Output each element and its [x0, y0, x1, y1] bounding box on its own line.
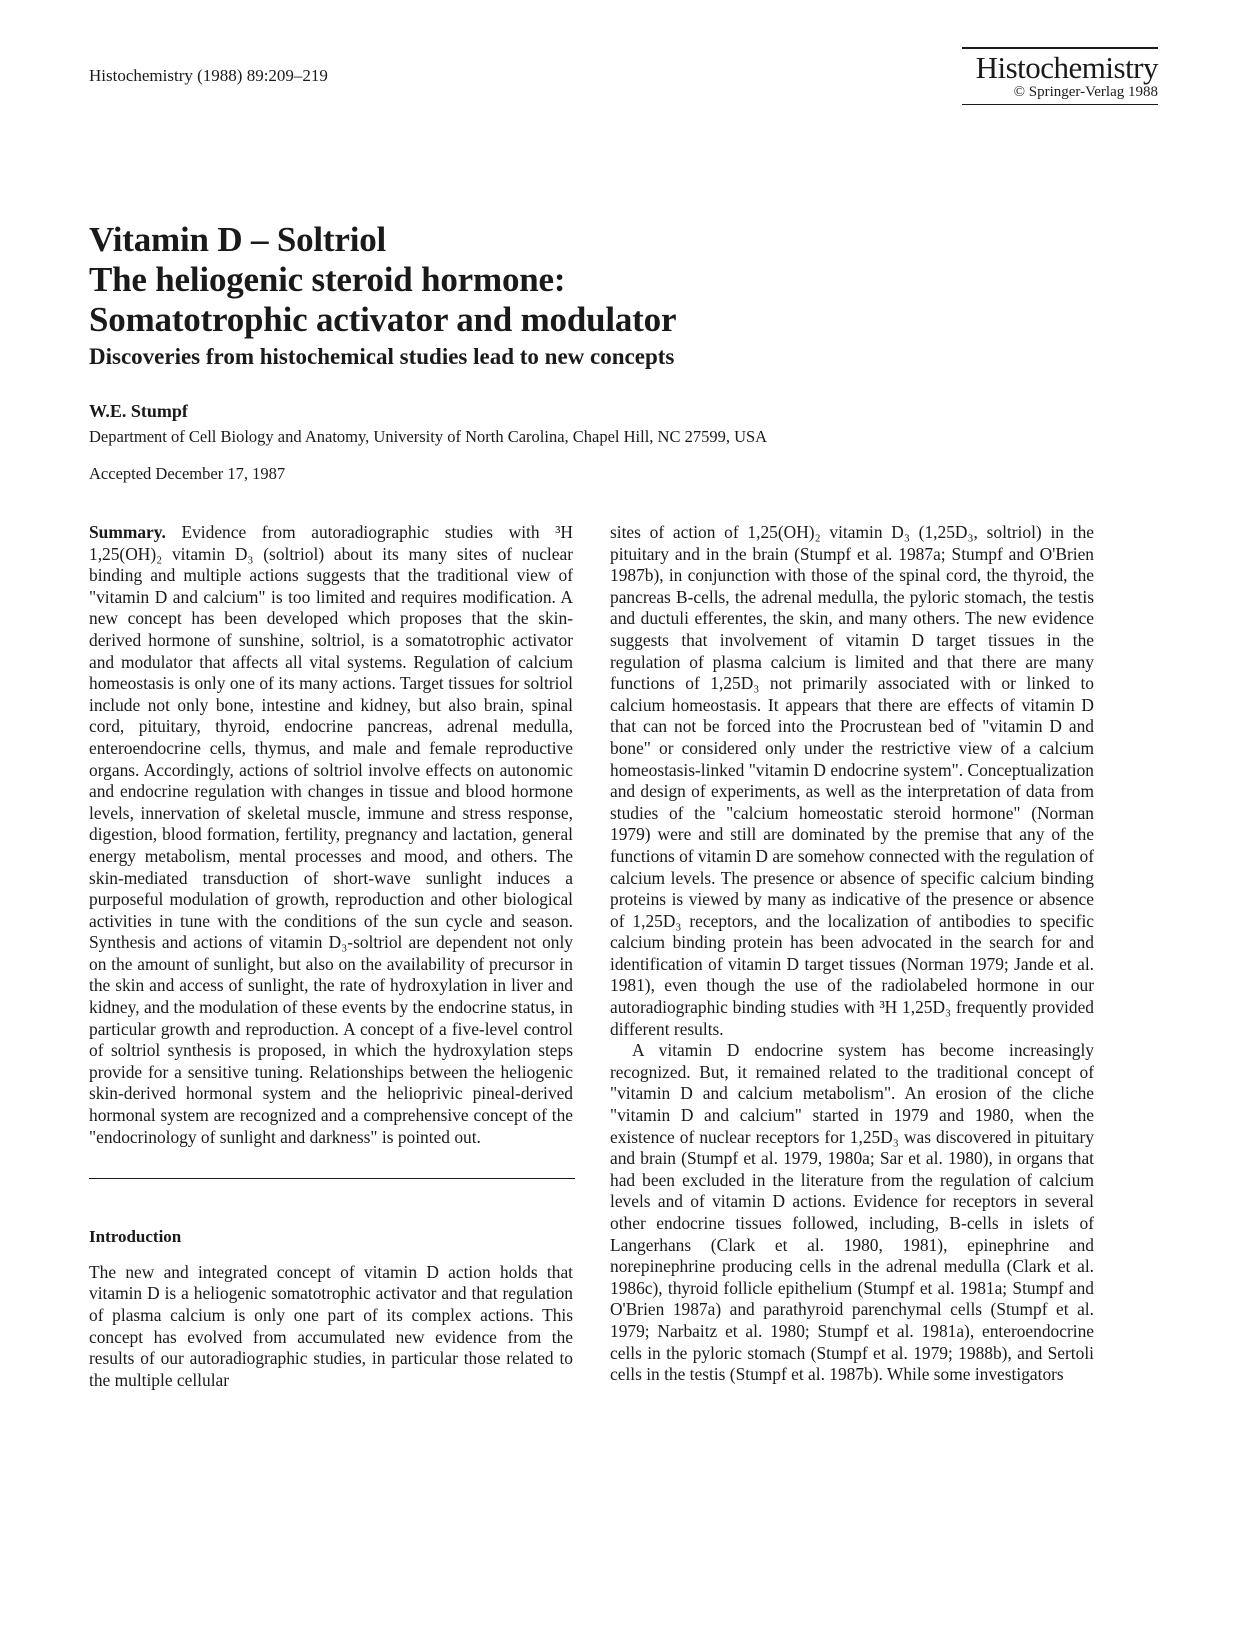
title-line-3: Somatotrophic activator and modulator — [89, 300, 677, 339]
masthead-top-rule — [962, 47, 1158, 49]
title-line-2: The heliogenic steroid hormone: — [89, 260, 566, 299]
journal-name: Histochemistry — [975, 50, 1158, 85]
journal-masthead — [962, 47, 1158, 105]
left-column — [89, 522, 573, 1391]
publisher-line: © Springer-Verlag 1988 — [1013, 84, 1158, 100]
summary-paragraph — [89, 522, 573, 1148]
author-name: W.E. Stumpf — [89, 401, 188, 421]
title-block — [89, 220, 676, 372]
section-divider — [89, 1178, 575, 1179]
title-line-1: Vitamin D – Soltriol — [89, 220, 387, 259]
introduction-paragraph-1-part-1: The new and integrated concept of vitamin D action holds that vitamin D is a heliogenic somatotrophic activator and that regulation of plasma calcium is only one part of its complex actions. This concept has evolved from accumulated new evidence from the results of our autoradiographic studies, in particular those related to the multiple cellular — [89, 1261, 573, 1390]
subtitle: Discoveries from histochemical studies lead to new concepts — [89, 344, 675, 369]
introduction-paragraph-1-part-2: sites of action of 1,25(OH)₂ vitamin D₃ (1,25D₃, soltriol) in the pituitary and in the brain (Stumpf et al. 1987a; Stumpf and O'Brien 1987b), in conjunction with those of the spinal cord, the thyroid, the pancreas B-cells, the adrenal medulla, the pyloric stomach, the testis and ductuli efferentes, the skin, and many others. The new evidence suggests that involvement of vitamin D target tissues in the regulation of plasma calcium is limited and that there are many functions of 1,25D₃ not primarily associated with or linked to calcium homeostasis. It appears that there are effects of vitamin D that can not be forced into the Procrustean bed of "vitamin D and bone" or considered only under the restrictive view of a calcium homeostasis-linked "vitamin D endocrine system". Conceptualization and design of experiments, as well as the interpretation of data from studies of the "calcium homeostatic steroid hormone" (Norman 1979) were and still are dominated by the premise that any of the functions of vitamin D are somehow connected with the regulation of calcium levels. The presence or absence of specific calcium binding proteins is viewed by many as indicative of the presence or absence of 1,25D₃ receptors, and the localization of antibodies to specific calcium binding protein has been advocated in the search for and identification of vitamin D target tissues (Norman 1979; Jande et al. 1981), even though the use of the radiolabeled hormone in our autoradiographic binding studies with ³H 1,25D₃ frequently provided different results. — [610, 522, 1094, 1039]
running-citation: Histochemistry (1988) 89:209–219 — [89, 66, 328, 85]
accepted-date: Accepted December 17, 1987 — [89, 464, 286, 483]
masthead-bottom-rule — [962, 104, 1158, 105]
introduction-paragraph-2: A vitamin D endocrine system has become increasingly recognized. But, it remained related to the traditional concept of "vitamin D and calcium metabolism". An erosion of the cliche "vitamin D and calcium" started in 1979 and 1980, when the existence of nuclear receptors for 1,25D₃ was discovered in pituitary and brain (Stumpf et al. 1979, 1980a; Sar et al. 1980), in organs that had been excluded in the literature from the regulation of calcium levels and of vitamin D actions. Evidence for receptors in several other endocrine tissues followed, including, B-cells in islets of Langerhans (Clark et al. 1980, 1981), epinephrine and norepinephrine producing cells in the adrenal medulla (Clark et al. 1986c), thyroid follicle epithelium (Stumpf et al. 1981a; Stumpf and O'Brien 1987a) and parathyroid parenchymal cells (Stumpf et al. 1979; Narbaitz et al. 1980; Stumpf et al. 1981a), enteroendocrine cells in the pyloric stomach (Stumpf et al. 1979; 1988b), and Sertoli cells in the testis (Stumpf et al. 1987b). While some investigators — [610, 1040, 1094, 1385]
author-affiliation: Department of Cell Biology and Anatomy, University of North Carolina, Chapel Hill, NC 27599, USA — [89, 427, 768, 446]
summary-label: Summary. — [89, 522, 166, 542]
right-column — [610, 522, 1094, 1386]
introduction-heading: Introduction — [89, 1227, 182, 1247]
summary-text: Evidence from autoradiographic studies with ³H 1,25(OH)₂ vitamin D₃ (soltriol) about its many sites of nuclear binding and multiple actions suggests that the traditional view of "vitamin D and calcium" is too limited and requires modification. A new concept has been developed which proposes that the skin-derived hormone of sunshine, soltriol, is a somatotrophic activator and modulator that affects all vital systems. Regulation of calcium homeostasis is only one of its many actions. Target tissues for soltriol include not only bone, intestine and kidney, but also brain, spinal cord, pituitary, thyroid, endocrine pancreas, adrenal medulla, enteroendocrine cells, thymus, and male and female reproductive organs. Accordingly, actions of soltriol involve effects on autonomic and endocrine regulation with changes in tissue and blood hormone levels, innervation of skeletal muscle, immune and stress response, digestion, blood formation, fertility, pregnancy and lactation, general energy metabolism, mental processes and mood, and others. The skin-mediated transduction of short-wave sunlight induces a purposeful modulation of growth, reproduction and other biological activities in tune with the conditions of the sun cycle and season. Synthesis and actions of vitamin D₃-soltriol are dependent not only on the amount of sunlight, but also on the availability of precursor in the skin and access of sunlight, the rate of hydroxylation in liver and kidney, and the modulation of these events by the endocrine status, in particular growth and reproduction. A concept of a five-level control of soltriol synthesis is proposed, in which the hydroxylation steps provide for a sensitive tuning. Relationships between the heliogenic skin-derived hormonal system and the helioprivic pineal-derived hormonal system are recognized and a comprehensive concept of the "endocrinology of sunlight and darkness" is pointed out. — [89, 522, 573, 1147]
